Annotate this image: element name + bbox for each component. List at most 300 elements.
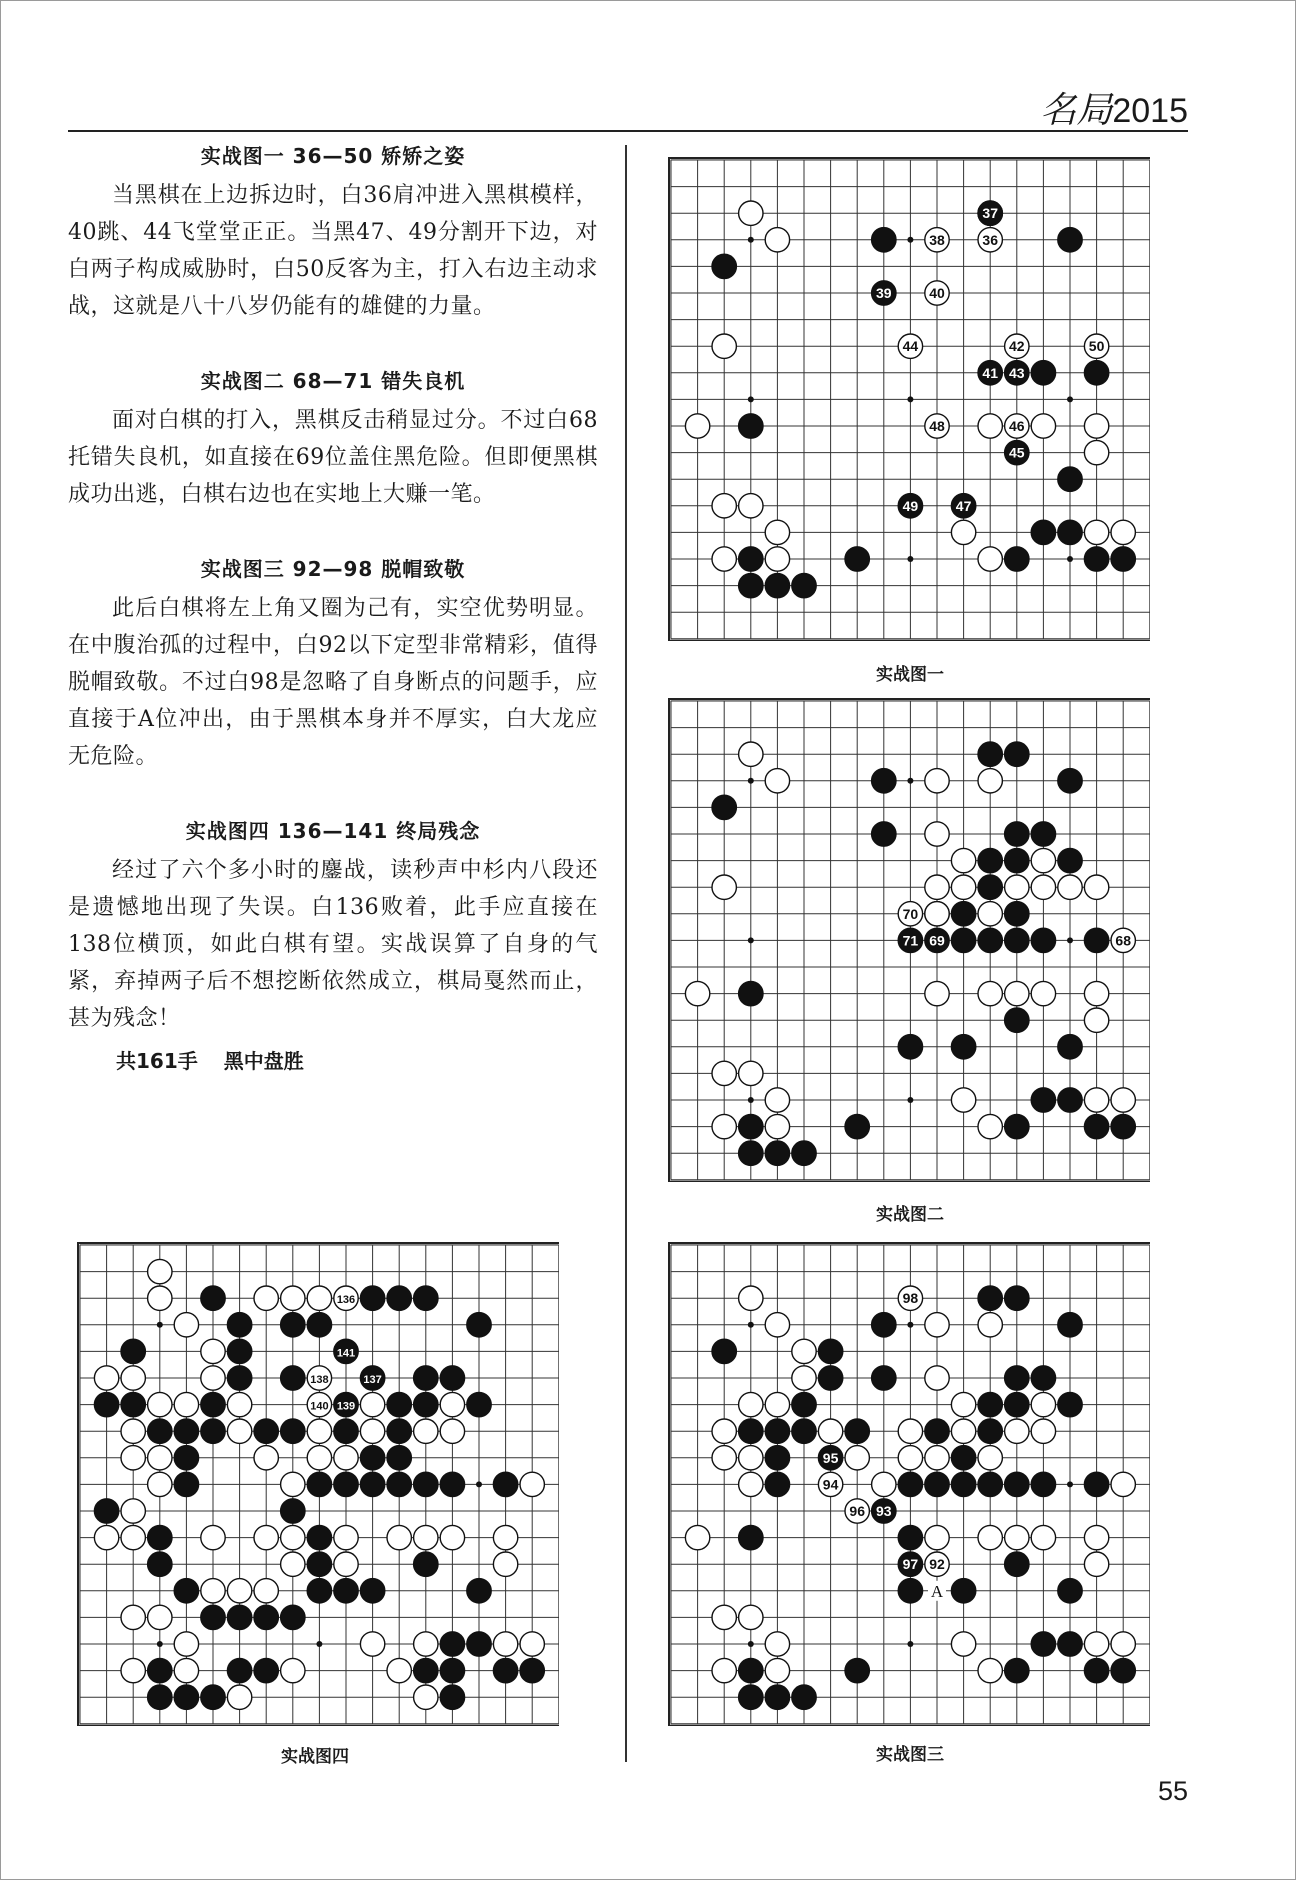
white-stone [1084,520,1108,544]
black-stone [1005,1008,1029,1032]
white-stone [1111,1088,1135,1112]
black-stone [1084,1114,1108,1138]
black-stone [925,1472,949,1496]
black-stone [440,1366,464,1390]
white-stone [414,1525,438,1549]
move-number: 68 [1115,932,1131,949]
move-number: 93 [876,1503,892,1519]
move-number: 95 [822,1449,839,1466]
black-stone [414,1392,438,1416]
black-stone [440,1658,464,1682]
black-stone [978,875,1002,899]
white-stone [872,1472,896,1496]
white-stone [925,1525,949,1549]
black-stone [414,1286,438,1310]
black-stone [872,822,896,846]
white-stone [1111,1472,1135,1496]
white-stone [978,902,1002,926]
white-stone [334,1525,358,1549]
white-stone [739,494,763,518]
move-number: 70 [902,905,919,922]
black-stone [951,1579,975,1603]
black-stone [148,1525,172,1549]
black-stone [739,1658,763,1682]
diagram-caption-2: 实战图二 [876,1205,944,1225]
black-stone [712,795,736,819]
white-stone [925,875,949,899]
white-stone [121,1419,145,1443]
black-stone [201,1605,225,1629]
white-stone [712,547,736,571]
move-number: 44 [902,338,919,355]
star-point [1067,396,1073,402]
black-stone [227,1605,251,1629]
black-stone [792,1685,816,1709]
white-stone [493,1632,517,1656]
black-stone [148,1685,172,1709]
white-stone [148,1259,172,1283]
white-stone [1084,981,1108,1005]
black-stone [201,1685,225,1709]
black-stone [1005,547,1029,571]
white-stone [951,1419,975,1443]
white-stone [739,201,763,225]
black-stone [414,1472,438,1496]
brand-name: 名局 [1040,90,1113,131]
black-stone [174,1685,198,1709]
section-title: 实战图四 136—141 终局残念 [185,819,481,843]
star-point [157,1322,163,1328]
black-stone [925,1419,949,1443]
black-stone [440,1685,464,1709]
white-stone [307,1419,331,1443]
black-stone [493,1472,517,1496]
move-number: 49 [902,497,919,514]
black-stone [148,1419,172,1443]
white-stone [978,1114,1002,1138]
white-stone [765,1392,789,1416]
white-stone [765,520,789,544]
white-stone [685,414,709,438]
white-stone [925,981,949,1005]
black-stone [1005,822,1029,846]
black-stone [174,1472,198,1496]
star-point [1067,937,1073,943]
black-stone [1005,928,1029,952]
white-stone [121,1605,145,1629]
white-stone [201,1339,225,1363]
white-stone [387,1525,411,1549]
white-stone [493,1552,517,1576]
white-stone [1084,875,1108,899]
move-number: 139 [336,1400,356,1413]
white-stone [414,1419,438,1443]
white-stone [978,1446,1002,1470]
black-stone [1005,1366,1029,1390]
white-stone [1084,1008,1108,1032]
white-stone [978,547,1002,571]
white-stone [765,769,789,793]
white-stone [712,1061,736,1085]
white-stone [792,1366,816,1390]
star-point [748,396,754,402]
section-2 [68,365,598,513]
black-stone [765,1472,789,1496]
black-stone [792,1392,816,1416]
black-stone [978,848,1002,872]
white-stone [148,1392,172,1416]
section-body: 当黑棋在上边拆边时，白36肩冲进入黑棋模样，40跳、44飞堂堂正正。当黑47、49分割开下边，对白两子构成威胁时，白50反客为主，打入右边主动求战，这就是八十八岁仍能有的雄健的力量。 [68,183,598,319]
black-stone [1058,1392,1082,1416]
white-stone [334,1446,358,1470]
black-stone [1058,1632,1082,1656]
white-stone [1084,1088,1108,1112]
move-number: 141 [336,1347,356,1360]
black-stone [307,1579,331,1603]
page-number: 55 [1158,1776,1189,1806]
black-stone [951,1035,975,1059]
black-stone [739,1114,763,1138]
white-stone [712,1658,736,1682]
black-stone [334,1579,358,1603]
white-stone [978,414,1002,438]
white-stone [227,1419,251,1443]
black-stone [174,1579,198,1603]
white-stone [792,1339,816,1363]
black-stone [387,1472,411,1496]
black-stone [1005,902,1029,926]
white-stone [712,1419,736,1443]
black-stone [765,1419,789,1443]
move-number: 43 [1009,364,1025,381]
black-stone [254,1605,278,1629]
black-stone [307,1313,331,1337]
black-stone [414,1552,438,1576]
white-stone [227,1685,251,1709]
white-stone [281,1552,305,1576]
white-stone [739,1392,763,1416]
white-stone [414,1632,438,1656]
white-stone [765,1313,789,1337]
white-stone [281,1525,305,1549]
white-stone [1031,1419,1055,1443]
black-stone [1058,1313,1082,1337]
star-point [748,937,754,943]
white-stone [1031,875,1055,899]
move-number: 136 [336,1294,356,1307]
move-number: 40 [929,285,945,301]
black-stone [1031,1472,1055,1496]
black-stone [898,1035,922,1059]
black-stone [1084,547,1108,571]
white-stone [685,981,709,1005]
white-stone [978,1525,1002,1549]
black-stone [94,1392,118,1416]
black-stone [387,1419,411,1443]
game-outcome: 黑中盘胜 [223,1049,304,1073]
white-stone [174,1658,198,1682]
black-stone [1005,848,1029,872]
black-stone [467,1313,491,1337]
go-diagram-2 [668,698,1150,1182]
black-stone [387,1446,411,1470]
white-stone [739,742,763,766]
white-stone [360,1632,384,1656]
white-stone [520,1472,544,1496]
black-stone [1005,1114,1029,1138]
move-number: 42 [1009,338,1025,355]
black-stone [174,1419,198,1443]
white-stone [765,228,789,252]
white-stone [307,1446,331,1470]
white-stone [1005,875,1029,899]
white-stone [898,1446,922,1470]
white-stone [307,1286,331,1310]
section-title: 实战图二 68—71 错失良机 [200,369,466,393]
white-stone [94,1366,118,1390]
black-stone [254,1658,278,1682]
black-stone [94,1499,118,1523]
black-stone [1058,520,1082,544]
move-number: 48 [929,418,945,434]
star-point [907,556,913,562]
black-stone [148,1552,172,1576]
black-stone [792,1141,816,1165]
black-stone [281,1313,305,1337]
white-stone [978,981,1002,1005]
move-number: 50 [1088,338,1105,355]
section-title: 实战图三 92—98 脱帽致敬 [200,557,466,581]
star-point [476,1481,482,1487]
white-stone [1111,1632,1135,1656]
star-point [907,778,913,784]
move-number: 94 [822,1476,839,1493]
white-stone [845,1446,869,1470]
white-stone [121,1366,145,1390]
white-stone [254,1525,278,1549]
white-stone [1031,1525,1055,1549]
white-stone [925,1446,949,1470]
black-stone [898,1579,922,1603]
section-title: 实战图一 36—50 矫矫之姿 [200,144,466,168]
black-stone [845,547,869,571]
white-stone [925,1366,949,1390]
black-stone [227,1658,251,1682]
white-stone [1005,981,1029,1005]
section-body: 经过了六个多小时的鏖战，读秒声中杉内八段还是遗憾地出现了失误。白136败着，此手应直接在138位横顶，如此白棋有望。实战误算了自身的气紧，弃掉两子后不想挖断依然成立，棋局戛然而止，甚为残念！ [68,858,598,1031]
white-stone [227,1392,251,1416]
white-stone [1005,1525,1029,1549]
black-stone [334,1419,358,1443]
black-stone [765,1685,789,1709]
move-number: 98 [902,1290,919,1307]
black-stone [1005,1392,1029,1416]
black-stone [739,1141,763,1165]
go-diagram-3 [668,1242,1150,1726]
white-stone [94,1525,118,1549]
white-stone [360,1419,384,1443]
black-stone [951,1446,975,1470]
black-stone [739,573,763,597]
white-stone [121,1525,145,1549]
black-stone [281,1366,305,1390]
white-stone [898,1419,922,1443]
black-stone [739,981,763,1005]
white-stone [925,902,949,926]
black-stone [1084,928,1108,952]
white-stone [414,1685,438,1709]
go-diagram-4 [77,1242,559,1726]
black-stone [1031,1088,1055,1112]
black-stone [227,1339,251,1363]
white-stone [951,875,975,899]
white-stone [1084,1552,1108,1576]
black-stone [307,1552,331,1576]
move-number: 36 [982,231,998,248]
star-point [748,1097,754,1103]
white-stone [739,1605,763,1629]
column-divider [625,145,627,1762]
black-stone [201,1286,225,1310]
move-number: 38 [929,231,945,248]
black-stone [254,1419,278,1443]
black-stone [201,1419,225,1443]
point-label: A [930,1581,944,1601]
white-stone [121,1658,145,1682]
black-stone [360,1286,384,1310]
white-stone [1031,848,1055,872]
black-stone [467,1632,491,1656]
star-point [1067,1481,1073,1487]
white-stone [1111,520,1135,544]
white-stone [1031,1392,1055,1416]
black-stone [1058,848,1082,872]
black-stone [440,1632,464,1656]
black-stone [872,769,896,793]
black-stone [872,228,896,252]
white-stone [493,1525,517,1549]
white-stone [148,1472,172,1496]
white-stone [712,1446,736,1470]
white-stone [254,1286,278,1310]
black-stone [792,573,816,597]
star-point [907,396,913,402]
black-stone [1005,1552,1029,1576]
move-number: 37 [982,205,998,222]
white-stone [765,1658,789,1682]
black-stone [281,1499,305,1523]
black-stone [951,1472,975,1496]
black-stone [1084,1472,1108,1496]
move-number: 45 [1009,444,1025,461]
black-stone [712,1339,736,1363]
white-stone [174,1632,198,1656]
move-number: 140 [310,1400,329,1413]
white-stone [951,1088,975,1112]
diagram-caption-3: 实战图三 [876,1745,944,1765]
white-stone [739,1446,763,1470]
white-stone [978,769,1002,793]
star-point [157,1641,163,1647]
black-stone [765,1446,789,1470]
black-stone [414,1366,438,1390]
black-stone [739,1419,763,1443]
black-stone [765,573,789,597]
white-stone [281,1472,305,1496]
page-header [68,78,1188,132]
move-number: 39 [876,285,892,301]
black-stone [739,547,763,571]
black-stone [1031,1632,1055,1656]
white-stone [174,1392,198,1416]
black-stone [1031,520,1055,544]
black-stone [1058,769,1082,793]
black-stone [307,1525,331,1549]
section-body: 面对白棋的打入，黑棋反击稍显过分。不过白68托错失良机，如直接在69位盖住黑危险。但即便黑棋成功出逃，白棋右边也在实地上大赚一笔。 [68,408,598,507]
section-4 [68,815,598,1037]
white-stone [281,1286,305,1310]
white-stone [227,1579,251,1603]
black-stone [1058,1035,1082,1059]
black-stone [872,1313,896,1337]
white-stone [121,1446,145,1470]
white-stone [712,1114,736,1138]
black-stone [951,902,975,926]
star-point [748,237,754,243]
black-stone [1005,1286,1029,1310]
move-number: 46 [1009,418,1025,434]
black-stone [121,1392,145,1416]
white-stone [978,1313,1002,1337]
white-stone [712,334,736,358]
white-stone [201,1579,225,1603]
white-stone [520,1632,544,1656]
white-stone [201,1366,225,1390]
black-stone [281,1605,305,1629]
black-stone [414,1658,438,1682]
move-number: 138 [310,1374,329,1386]
black-stone [978,1392,1002,1416]
black-stone [1058,467,1082,491]
black-stone [360,1446,384,1470]
black-stone [872,1366,896,1390]
black-stone [121,1339,145,1363]
black-stone [467,1579,491,1603]
white-stone [148,1446,172,1470]
black-stone [1005,1658,1029,1682]
black-stone [978,1286,1002,1310]
white-stone [1031,414,1055,438]
white-stone [1084,440,1108,464]
black-stone [360,1472,384,1496]
go-diagram-1 [668,157,1150,641]
black-stone [1031,361,1055,385]
black-stone [227,1366,251,1390]
star-point [316,1641,322,1647]
white-stone [440,1525,464,1549]
move-number: 71 [902,932,919,949]
white-stone [685,1525,709,1549]
black-stone [818,1366,842,1390]
white-stone [1058,875,1082,899]
white-stone [1005,1419,1029,1443]
white-stone [951,1392,975,1416]
white-stone [334,1552,358,1576]
move-number: 69 [929,932,945,949]
brand-year: 2015 [1112,92,1188,130]
black-stone [148,1658,172,1682]
move-number: 96 [849,1503,865,1519]
